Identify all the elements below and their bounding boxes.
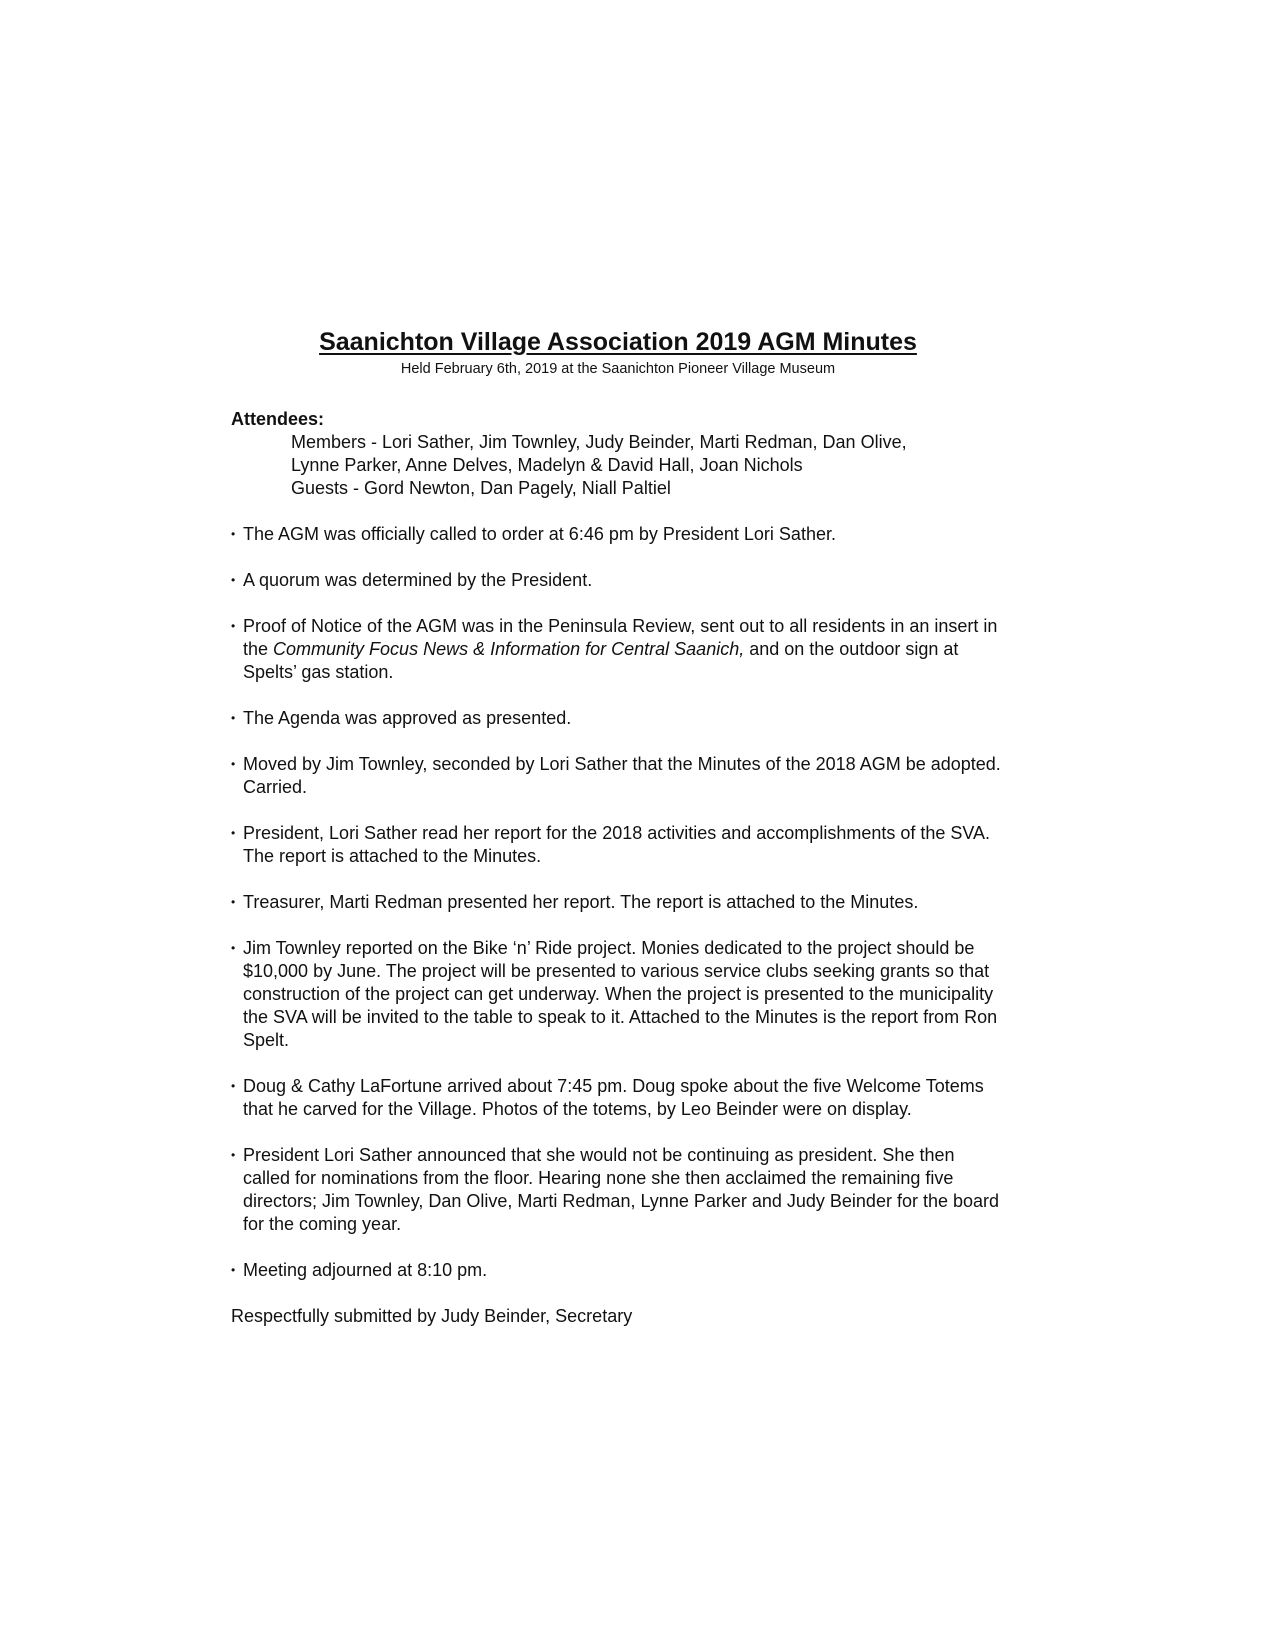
minutes-item-text: Meeting adjourned at 8:10 pm. [243,1260,488,1280]
minutes-item-text: Treasurer, Marti Redman presented her report. The report is attached to the Minutes. [243,892,919,912]
minutes-item-text: Jim Townley reported on the Bike ‘n’ Ride project. Monies dedicated to the project should be $10,000 by June. The project will be presented to various service clubs seeking grants so that construction of the project can get underway. When the project is presented to the municipality the SVA will be invited to the table to speak to it. Attached to the Minutes is the report from Ron Spelt. [243,938,998,1050]
minutes-item-text: President, Lori Sather read her report for the 2018 activities and accomplishments of the SVA. The report is attached to the Minutes. [243,823,991,866]
minutes-item-elections [231,1144,1003,1236]
minutes-item-call-to-order [231,523,1003,546]
bullet-glyph: • [231,619,236,633]
document-title: Saanichton Village Association 2019 AGM Minutes [319,328,917,356]
attendees-members-line-2: Lynne Parker, Anne Delves, Madelyn & David Hall, Joan Nichols [291,455,803,475]
minutes-item-treasurer-report [231,891,1003,914]
notice-text-before: Proof of Notice of the AGM was in the Peninsula Review, sent out to all residents in an insert in the [243,616,998,659]
notice-text-after: and on the outdoor sign at Spelts’ gas station. [243,639,959,682]
minutes-item-text: A quorum was determined by the President. [243,570,593,590]
bullet-glyph: • [231,527,236,541]
attendees-list [231,431,1021,500]
minutes-item-agenda [231,707,1003,730]
bullet-glyph: • [231,1079,236,1093]
minutes-item-proof-of-notice [231,615,1003,684]
minutes-item-text: The AGM was officially called to order at 6:46 pm by President Lori Sather. [243,524,836,544]
minutes-item-quorum [231,569,1003,592]
bullet-glyph: • [231,757,236,771]
minutes-item-bike-n-ride [231,937,1003,1052]
minutes-item-text: Moved by Jim Townley, seconded by Lori Sather that the Minutes of the 2018 AGM be adopted. Carried. [243,754,1001,797]
bullet-glyph: • [231,1148,236,1162]
minutes-item-text: The Agenda was approved as presented. [243,708,572,728]
document-subtitle: Held February 6th, 2019 at the Saanichton Pioneer Village Museum [400,361,836,377]
minutes-item-welcome-totems [231,1075,1003,1121]
bullet-glyph: • [231,941,236,955]
minutes-document [231,325,1021,1328]
bullet-glyph: • [231,895,236,909]
minutes-item-text: President Lori Sather announced that she would not be continuing as president. She then called for nominations from the floor. Hearing none she then acclaimed the remaining five directors; Jim Townley, Dan Olive, Marti Redman, Lynne Parker and Judy Beinder for the board for the coming year. [243,1145,1000,1234]
bullet-glyph: • [231,573,236,587]
attendees-guests-line: Guests - Gord Newton, Dan Pagely, Niall Paltiel [291,478,671,498]
minutes-item-previous-minutes [231,753,1003,799]
closing-signature-line: Respectfully submitted by Judy Beinder, Secretary [231,1306,633,1326]
bullet-glyph: • [231,711,236,725]
minutes-item-text [243,615,1003,684]
attendees-heading: Attendees: [231,409,325,429]
minutes-item-adjourned [231,1259,1003,1282]
attendees-members-line-1: Members - Lori Sather, Jim Townley, Judy Beinder, Marti Redman, Dan Olive, [291,432,907,452]
minutes-item-text: Doug & Cathy LaFortune arrived about 7:45 pm. Doug spoke about the five Welcome Totems that he carved for the Village. Photos of the totems, by Leo Beinder were on display. [243,1076,984,1119]
minutes-item-president-report [231,822,1003,868]
publication-name: Community Focus News & Information for Central Saanich, [273,639,745,659]
attendees-section [231,408,1021,500]
bullet-glyph: • [231,1263,236,1277]
bullet-glyph: • [231,826,236,840]
